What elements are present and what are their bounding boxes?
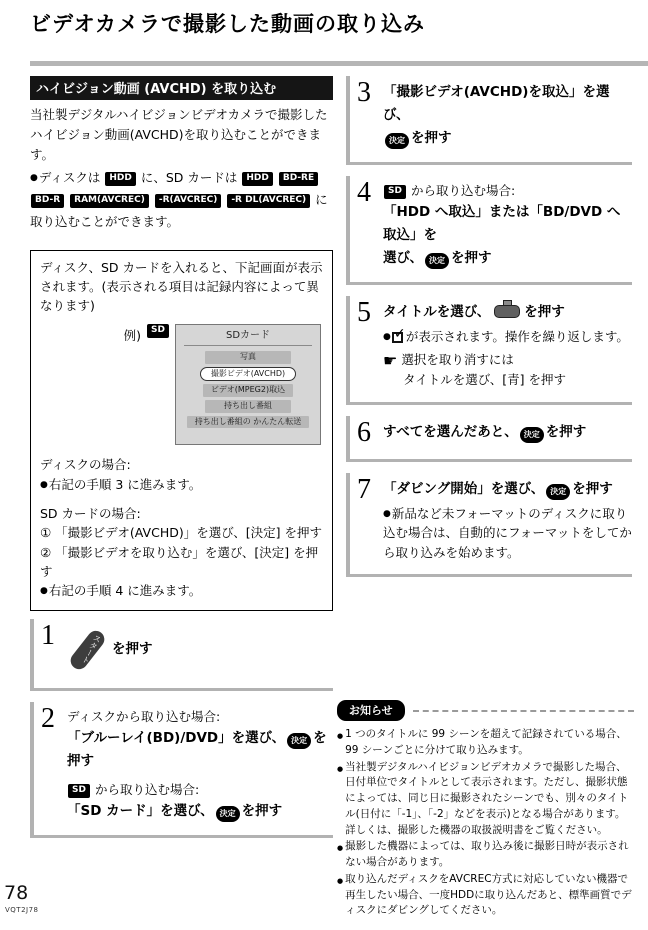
bullet-icon: ● [337,844,344,853]
notice-item: ● 撮影した機器によっては、取り込み後に撮影日時が表示されない場合があります。 [337,839,634,871]
step-number: 5 [357,296,371,328]
bullet-icon: ● [337,876,344,885]
osd-screen [175,324,321,445]
bullet-icon: ● [30,173,38,183]
intro-paragraph: 当社製デジタルハイビジョンビデオカメラで撮影したハイビジョン動画(AVCHD)を取り込むことができます。 [30,107,328,162]
bullet-icon: ● [337,764,344,773]
step-3-main: 「撮影ビデオ(AVCHD)を取込」を選び、 決定 を押す [383,81,632,150]
sd-case-step1: ① 「撮影ビデオ(AVCHD)」を選び、[決定] を押す [40,525,322,541]
checkmark-icon: ✓ [393,325,406,342]
step-4-case-label: SD から取り込む場合: [383,181,632,201]
notice-section [337,700,634,920]
page-title: ビデオカメラで撮影した動画の取り込み [30,12,425,36]
section-header: ハイビジョン動画 (AVCHD) を取り込む [30,76,333,100]
hdd-badge: HDD [242,172,272,186]
step-1 [30,619,333,691]
step-2-case2-main: 「SD カード」を選び、 決定 を押す [67,800,333,823]
kettei-button-icon: 決定 [385,133,409,149]
step-5 [346,296,632,405]
title-divider [30,61,648,66]
step-2 [30,702,333,838]
kettei-button-icon: 決定 [287,733,311,749]
document-code: VQT2J78 [5,906,39,914]
step-4-main: 「HDD へ取込」または「BD/DVD へ取込」を 選び、 決定 を押す [383,201,632,270]
osd-item-photo: 写真 [205,351,291,364]
step-5-note: ● ✓ が表示されます。操作を繰り返します。 [383,325,629,344]
example-label: 例) [123,327,142,343]
bullet-icon: ● [337,732,344,740]
bullet-icon: ● [383,508,391,519]
bullet-text: に取り込むことができます。 [30,191,328,229]
kettei-button-icon: 決定 [520,427,544,443]
step-6 [346,416,632,462]
kettei-button-icon: 決定 [546,484,570,500]
step-5-main: タイトルを選び、 を押す [383,301,629,324]
ram-avcrec-badge: RAM(AVCREC) [70,194,149,208]
screen-info-box [30,250,333,611]
notice-item: ● 当社製デジタルハイビジョンビデオカメラで撮影した場合、日付単位でタイトルとして表示されます。ただし、撮影状態によっては、同じ日に撮影されたシーンでも、別々のタイトル(日付に「-1」、「-2」などを表示)となる場合があります。詳しくは、撮影した機器の取扱説明書をご覧ください。 [337,760,634,839]
notice-item: ● 1 つのタイトルに 99 シーンを超えて記録されている場合、99 シーンごとに分けて取り込みます。 [337,727,634,759]
left-column [30,76,333,849]
bd-r-badge: BD-R [31,194,64,208]
kettei-button-icon: 決定 [216,806,240,822]
disc-case-label: ディスクの場合: [40,457,131,473]
step-2-case1-label: ディスクから取り込む場合: [67,708,221,724]
r-avcrec-badge: -R(AVCREC) [155,194,222,208]
osd-item-kantan-tensou: 持ち出し番組の かんたん転送 [187,416,310,429]
sd-case-label: SD カードの場合: [40,505,141,521]
page-number: 78 [4,882,29,904]
info-box-intro: ディスク、SD カードを入れると、下記画面が表示されます。(表示される項目は記録内容によって異なります) [40,259,323,314]
osd-item-mochidashi: 持ち出し番組 [205,400,291,413]
osd-item-mpeg2: ビデオ(MPEG2)取込 [203,384,293,397]
screen-example-row [40,324,321,445]
pointer-hand-icon: ☛ [383,350,398,370]
step-7 [346,473,632,577]
step-5-reference-body: タイトルを選び、[青] を押す [403,371,566,387]
step-2-case2-label: SD から取り込む場合: [67,780,333,800]
r-dl-avcrec-badge: -R DL(AVCREC) [227,194,310,208]
step-5-reference: ☛ 選択を取り消すには タイトルを選び、[青] を押す [383,350,629,390]
step-number: 6 [357,416,371,448]
bullet-icon: ● [40,586,48,597]
kettei-button-icon: 決定 [425,253,449,269]
step-number: 7 [357,473,371,505]
sd-badge: SD [68,784,90,798]
step-number: 4 [357,176,371,208]
step-number: 3 [357,77,371,108]
sd-case-step2: ② 「撮影ビデオを取り込む」を選び、[決定] を押す [40,544,319,580]
notice-badge: お知らせ [337,700,405,721]
osd-item-avchd-selected: 撮影ビデオ(AVCHD) [200,367,296,382]
sd-badge: SD [147,324,169,338]
step-3 [346,76,632,165]
notice-dashed-line [413,710,634,712]
osd-title: SDカード [184,328,312,347]
bullet-text: に、SD カードは [140,170,238,185]
media-support-bullet [30,167,333,233]
bd-re-badge: BD-RE [279,172,318,186]
step-6-main: すべてを選んだあと、 決定 を押す [383,421,586,444]
step-number: 1 [41,619,55,651]
sd-case-note: ●右記の手順 4 に進みます。 [40,583,202,599]
remote-button-icon [494,305,520,318]
bullet-text: ディスクは [38,170,101,185]
sd-badge: SD [384,185,406,199]
disc-case-note: ●右記の手順 3 に進みます。 [40,476,202,492]
hdd-badge: HDD [105,172,135,186]
step-7-note: ●新品など未フォーマットのディスクに取り込む場合は、自動的にフォーマットをしてから取り込みを始めます。 [383,505,632,560]
notice-item: ● 取り込んだディスクをAVCREC方式に対応していない機器で再生したい場合、一度HDDに取り込んだあと、標準画質でディスクにダビングしてください。 [337,872,634,919]
bullet-icon: ● [383,331,391,342]
bullet-icon: ● [40,479,48,490]
notice-header-row [337,700,634,721]
step-4 [346,176,632,285]
step-number: 2 [41,702,55,734]
start-button-icon: スタート [67,627,107,672]
step-7-main: 「ダビング開始」を選び、 決定 を押す [383,478,632,501]
step-1-text: を押す [112,641,153,658]
step-2-case1-main: 「ブルーレイ(BD)/DVD」を選び、 決定 を押す [67,729,327,769]
